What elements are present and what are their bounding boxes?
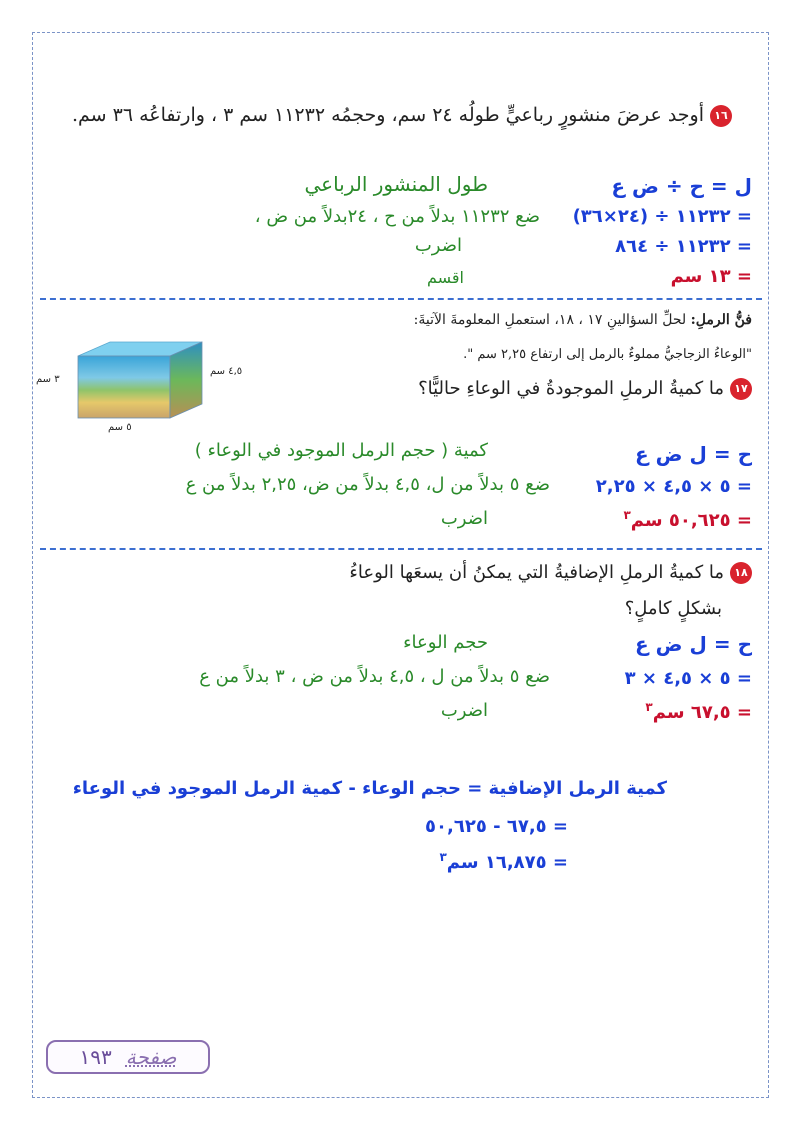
answer-value: = ٥٠,٦٢٥ سم [630,510,752,531]
sol17-formula-note: كمية ( حجم الرمل الموجود في الوعاء ) [194,440,488,461]
question-18-line1 [349,562,752,584]
sol18-formula: ح = ل ض ع [635,632,752,656]
sand-intro [414,312,752,328]
prism-icon [48,336,248,436]
extra-equation: كمية الرمل الإضافية = حجم الوعاء - كمية الرمل الموجود في الوعاء [72,778,667,799]
sand-prism-illustration [36,336,248,436]
question-16 [72,104,732,127]
sol18-step1: = ٥ × ٤,٥ × ٣ [624,668,752,689]
sol16-step1-note: ضع ١١٢٣٢ بدلاً من ح ، ٢٤بدلاً من ض ، [254,206,540,227]
sand-fact: "الوعاءُ الزجاجيُّ مملوءٌ بالرمل إلى ارتفاع ٢,٢٥ سم ". [463,347,752,362]
sol17-answer-note: اضرب [440,508,488,529]
section-divider [40,298,762,300]
sol18-step1-note: ضع ٥ بدلاً من ل ، ٤,٥ بدلاً من ض ، ٣ بدلاً من ع [199,666,550,687]
extra-unit-sup: ٣ [439,850,447,864]
page-number: ١٩٣ [79,1045,112,1069]
sol16-formula-note: طول المنشور الرباعي [304,172,488,196]
prism-depth-label: ٤,٥ سم [210,366,243,377]
sol18-formula-note: حجم الوعاء [403,632,488,653]
sol17-answer [623,508,752,531]
question-text: أوجد عرضَ منشورٍ رباعيٍّ طولُه ٢٤ سم، وحجمُه ١١٢٣٢ سم ٣ ، وارتفاعُه ٣٦ سم. [71,104,704,126]
section-divider [40,548,762,550]
prism-width-label: ٥ سم [108,422,132,433]
sol18-answer-note: اضرب [440,700,488,721]
page-label: صفحة [125,1045,177,1069]
sol17-step1-note: ضع ٥ بدلاً من ل، ٤,٥ بدلاً من ض، ٢,٢٥ بدلاً من ع [185,474,550,495]
prism-height-label: ٣ سم [36,374,60,385]
question-17 [418,378,752,400]
answer-value: = ٦٧,٥ سم [652,702,752,723]
extra-step1: = ٦٧,٥ - ٥٠,٦٢٥ [425,816,568,837]
answer-unit-sup: ٣ [645,700,653,714]
answer-unit-sup: ٣ [623,508,631,522]
sol16-step2-note: اضرب [414,235,462,256]
question-text: ما كميةُ الرملِ الإضافيةُ التي يمكنُ أن يسعَها الوعاءُ [349,562,724,583]
question-number-badge: ١٨ [730,562,752,584]
sol17-step1: = ٥ × ٤,٥ × ٢,٢٥ [595,476,752,497]
sol16-formula: ل = ح ÷ ض ع [611,174,752,198]
extra-step2 [439,850,568,873]
sol16-answer: = ١٣ سم [670,266,752,287]
question-number-badge: ١٦ [710,105,732,127]
sol16-step2: = ١١٢٣٢ ÷ ٨٦٤ [615,236,752,257]
sol16-step1: = ١١٢٣٢ ÷ (٢٤×٣٦) [572,206,752,227]
sand-intro-text: لحلِّ السؤالينِ ١٧ ، ١٨، استعملِ المعلومةَ الآتيةَ: [413,312,687,328]
sol18-answer [645,700,752,723]
extra-result: = ١٦,٨٧٥ سم [446,852,568,873]
question-number-badge: ١٧ [730,378,752,400]
question-18-line2: بشكلٍ كاملٍ؟ [624,598,722,619]
sol17-formula: ح = ل ض ع [635,442,752,466]
question-text: ما كميةُ الرملِ الموجودةُ في الوعاءِ حاليًّا؟ [418,378,724,399]
sol16-answer-note: اقسم [426,268,464,287]
page-number-box [46,1040,210,1074]
sand-title: فنُّ الرملِ: [690,312,752,328]
